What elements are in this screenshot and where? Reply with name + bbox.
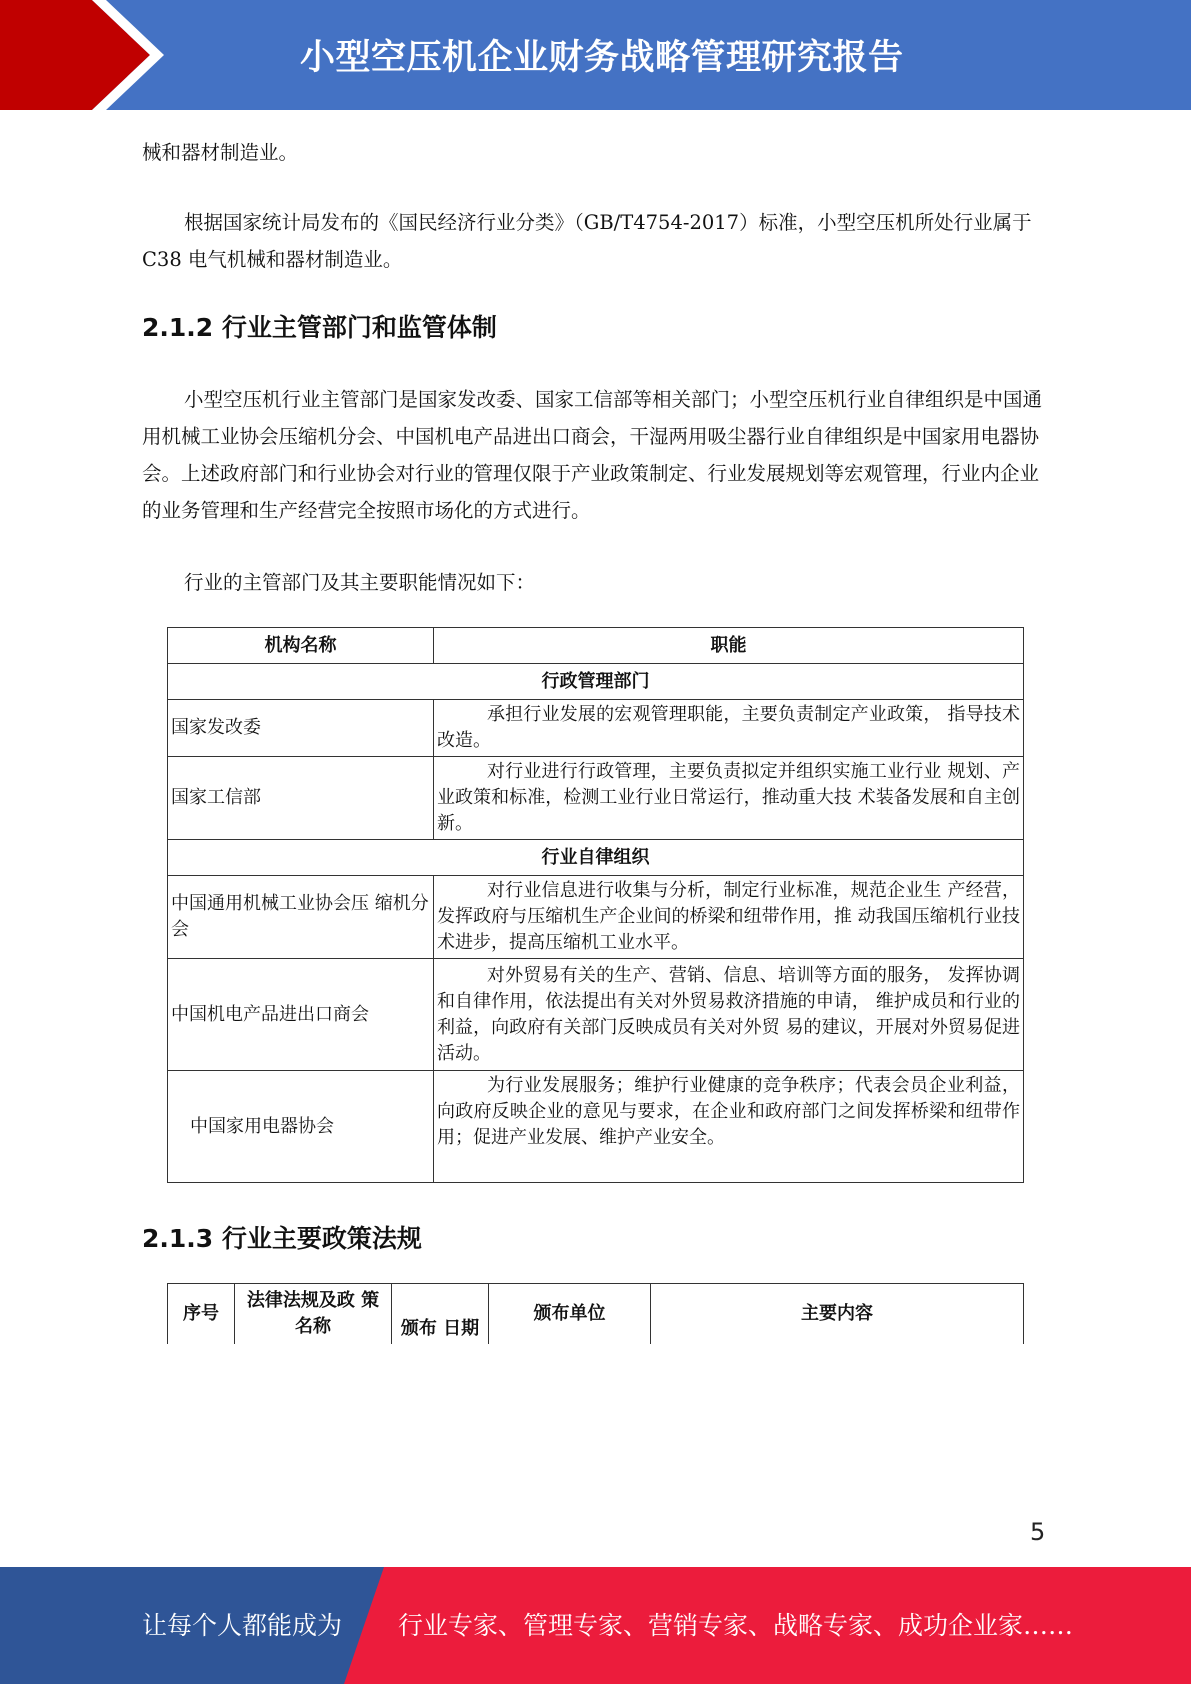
paragraph-table-intro: 行业的主管部门及其主要职能情况如下： bbox=[184, 571, 536, 594]
table-row bbox=[168, 1071, 1024, 1183]
page-footer bbox=[0, 1567, 1191, 1684]
org-function: 承担行业发展的宏观管理职能，主要负责制定产业政策， 指导技术改造。 bbox=[434, 700, 1024, 757]
org-name: 国家发改委 bbox=[168, 700, 434, 757]
paragraph-regulators: 小型空压机行业主管部门是国家发改委、国家工信部等相关部门；小型空压机行业自律组织是中国通用机械工业协会压缩机分会、中国机电产品进出口商会，干湿两用吸尘器行业自律组织是中国家用电器协会。上述政府部门和行业协会对行业的管理仅限于产业政策制定、行业发展规划等宏观管理，行业内企业的业务管理和生产经营完全按照市场化的方式进行。 bbox=[142, 388, 1043, 522]
col-header-index: 序号 bbox=[168, 1284, 235, 1345]
table-row bbox=[168, 700, 1024, 757]
org-name: 中国通用机械工业协会压 缩机分会 bbox=[168, 876, 434, 959]
paragraph-continued: 械和器材制造业。 bbox=[142, 141, 299, 164]
col-header-date: 颁布 日期 bbox=[392, 1284, 489, 1345]
org-function: 对行业进行行政管理，主要负责拟定并组织实施工业行业 规划、产业政策和标准，检测工业行业日常运行，推动重大技 术装备发展和自主创新。 bbox=[434, 757, 1024, 840]
org-function: 对行业信息进行收集与分析，制定行业标准，规范企业生 产经营，发挥政府与压缩机生产企业间的桥梁和纽带作用，推 动我国压缩机行业技术进步，提高压缩机工业水平。 bbox=[434, 876, 1024, 959]
policy-table bbox=[167, 1283, 1024, 1344]
page-header bbox=[0, 0, 1191, 110]
section-heading-2-1-2: 2.1.2 行业主管部门和监管体制 bbox=[142, 313, 497, 342]
col-header-issuer: 颁布单位 bbox=[489, 1284, 651, 1345]
org-name: 国家工信部 bbox=[168, 757, 434, 840]
table-header-row bbox=[168, 1284, 1024, 1345]
table-header-name: 机构名称 bbox=[168, 628, 434, 664]
col-header-law-name: 法律法规及政 策名称 bbox=[235, 1284, 392, 1345]
table-row bbox=[168, 959, 1024, 1071]
paragraph-classification: 根据国家统计局发布的《国民经济行业分类》（GB/T4754-2017）标准，小型空压机所处行业属于 C38 电气机械和器材制造业。 bbox=[142, 211, 1032, 271]
footer-slogan-left: 让每个人都能成为 bbox=[142, 1611, 343, 1640]
org-name: 中国家用电器协会 bbox=[168, 1071, 434, 1183]
org-name: 中国机电产品进出口商会 bbox=[168, 959, 434, 1071]
page-number: 5 bbox=[1030, 1518, 1046, 1546]
table-row bbox=[168, 757, 1024, 840]
footer-slogan-right: 行业专家、管理专家、营销专家、战略专家、成功企业家…… bbox=[398, 1611, 1074, 1640]
col-header-content: 主要内容 bbox=[651, 1284, 1024, 1345]
document-title: 小型空压机企业财务战略管理研究报告 bbox=[300, 38, 904, 78]
org-function: 为行业发展服务；维护行业健康的竞争秩序；代表会员企业利益，向政府反映企业的意见与要求，在企业和政府部门之间发挥桥梁和纽带作用；促进产业发展、维护产业安全。 bbox=[434, 1071, 1024, 1183]
table-group-self-regulatory: 行业自律组织 bbox=[168, 840, 1024, 876]
section-heading-2-1-3: 2.1.3 行业主要政策法规 bbox=[142, 1224, 422, 1253]
org-function: 对外贸易有关的生产、营销、信息、培训等方面的服务， 发挥协调和自律作用，依法提出有关对外贸易救济措施的申请， 维护成员和行业的利益，向政府有关部门反映成员有关对外贸 易的建议，开展对外贸易促进活动。 bbox=[434, 959, 1024, 1071]
table-group-admin: 行政管理部门 bbox=[168, 664, 1024, 700]
table-row bbox=[168, 876, 1024, 959]
regulator-table bbox=[167, 627, 1024, 1183]
table-header-function: 职能 bbox=[434, 628, 1024, 664]
